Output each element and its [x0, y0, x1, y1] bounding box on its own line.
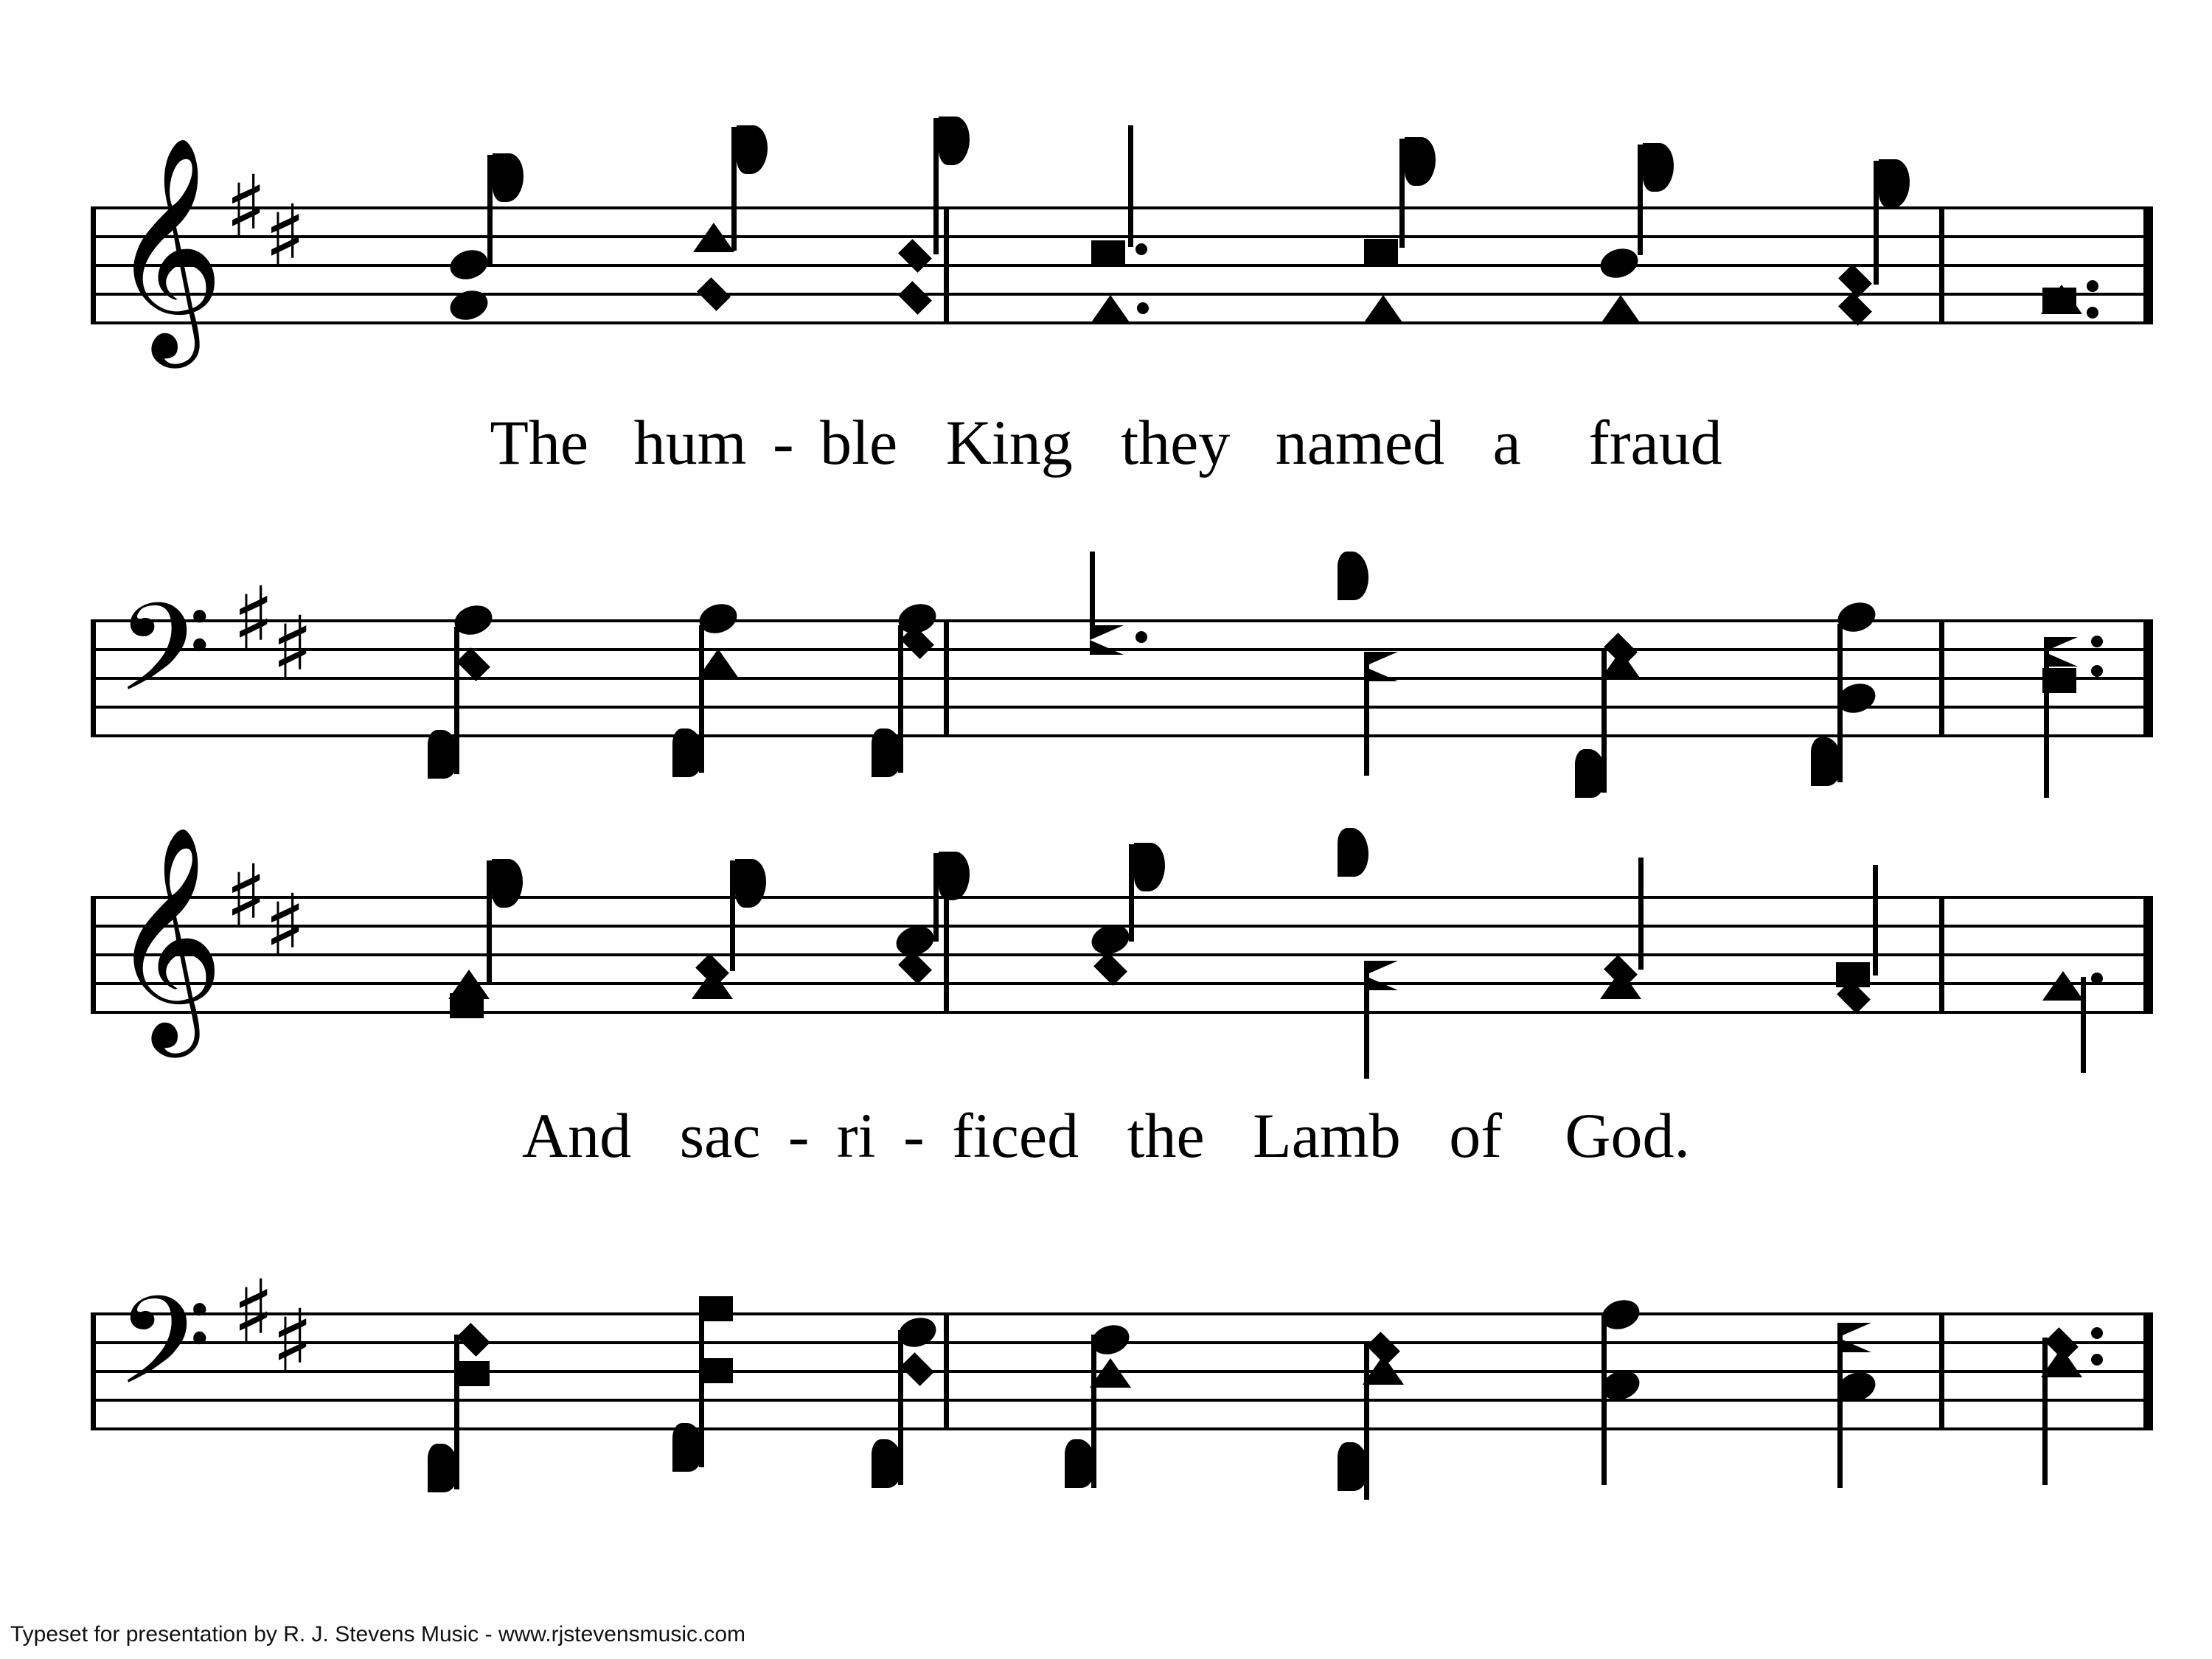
key-sharp-2: ♯: [271, 1290, 314, 1392]
typeset-credit: Typeset for presentation by R. J. Stevens Music - www.rjstevensmusic.com: [10, 1622, 746, 1646]
staff-line: [96, 206, 2153, 209]
lyric-syllable: ble: [820, 407, 898, 478]
notehead: [1364, 239, 1398, 264]
note-stem: [487, 860, 492, 984]
note-stem: [1364, 967, 1369, 1079]
treble-clef-icon: 𝄞: [111, 825, 224, 1048]
barline-middle: [944, 619, 949, 737]
notehead: [1090, 625, 1124, 655]
staff-line: [96, 1011, 2153, 1014]
lyric-syllable: And: [521, 1100, 632, 1171]
note-stem: [933, 853, 939, 942]
barline-middle: [944, 896, 949, 1014]
notehead: [1596, 244, 1641, 282]
barline-measure: [1939, 206, 1944, 324]
eighth-flag-icon: [735, 859, 766, 908]
notehead: [900, 1352, 934, 1386]
notehead: [456, 1323, 490, 1357]
staff-line: [96, 235, 2153, 238]
barline-measure: [1939, 896, 1944, 1014]
note-stem: [933, 118, 939, 254]
lyric-syllable: ficed: [952, 1100, 1079, 1171]
lyric-syllable: God.: [1565, 1100, 1691, 1171]
key-sharp-1: ♯: [225, 846, 268, 947]
lyric-syllable: The: [490, 407, 589, 478]
barline-start: [91, 896, 96, 1014]
key-sharp-1: ♯: [232, 568, 275, 669]
notehead: [693, 223, 734, 252]
eighth-flag-icon: [1338, 552, 1368, 600]
augmentation-dot: [2091, 1327, 2103, 1339]
eighth-flag-icon: [1879, 159, 1910, 208]
notehead: [898, 239, 932, 273]
note-stem: [1399, 139, 1405, 248]
augmentation-dot: [2091, 973, 2103, 984]
staff-line: [96, 648, 2153, 651]
notehead: [692, 970, 733, 999]
notehead: [1090, 295, 1131, 324]
augmentation-dot: [2091, 1354, 2103, 1366]
lyric-syllable: ri: [837, 1100, 876, 1171]
barline-end: [2143, 206, 2153, 324]
notehead: [446, 286, 491, 324]
augmentation-dot: [2087, 280, 2098, 292]
augmentation-dot: [2091, 636, 2103, 647]
notehead: [898, 281, 932, 315]
barline-end: [2143, 896, 2153, 1014]
lyric-hyphen: -: [903, 1100, 925, 1171]
lyrics-line-1: [0, 406, 2212, 479]
eighth-flag-icon: [492, 859, 523, 908]
note-stem: [1090, 552, 1095, 625]
note-stem: [2044, 643, 2049, 798]
key-sharp-1: ♯: [232, 1261, 275, 1363]
augmentation-dot: [1135, 243, 1147, 255]
note-stem: [731, 127, 737, 251]
lyric-syllable: of: [1449, 1100, 1502, 1171]
note-stem: [1364, 658, 1369, 776]
barline-end: [2143, 619, 2153, 737]
staff-line: [96, 1312, 2153, 1315]
system-1-bass-staff: [96, 568, 2153, 749]
system-2-treble-staff: [96, 825, 2153, 1048]
treble-clef-icon: 𝄞: [111, 136, 224, 358]
barline-end: [2143, 1312, 2153, 1430]
note-stem: [1837, 1332, 1843, 1488]
staff-line: [96, 734, 2153, 737]
key-sharp-2: ♯: [271, 597, 314, 699]
notehead: [697, 277, 731, 311]
bass-clef-icon: 𝄢: [116, 577, 212, 749]
staff-line: [96, 953, 2153, 956]
lyric-syllable: the: [1127, 1100, 1205, 1171]
notehead: [2042, 971, 2084, 1001]
eighth-flag-icon: [1643, 143, 1674, 192]
note-stem: [487, 155, 493, 265]
note-stem: [1129, 844, 1134, 942]
lyric-syllable: hum: [633, 407, 747, 478]
bass-clef-icon: 𝄢: [116, 1270, 212, 1442]
staff-line: [96, 896, 2153, 899]
notehead: [1363, 295, 1404, 324]
lyric-syllable: named: [1275, 407, 1445, 478]
note-stem: [1638, 858, 1644, 970]
key-sharp-2: ♯: [264, 875, 307, 977]
barline-middle: [944, 1312, 949, 1430]
system-2-bass-staff: [96, 1261, 2153, 1442]
note-stem: [2081, 977, 2086, 1073]
barline-measure: [1939, 619, 1944, 737]
eighth-flag-icon: [493, 153, 524, 202]
notehead: [1093, 952, 1127, 986]
staff-line: [96, 677, 2153, 680]
note-stem: [1638, 145, 1643, 255]
system-1-treble-staff: [96, 136, 2153, 358]
key-sharp-2: ♯: [264, 186, 307, 288]
augmentation-dot: [2091, 665, 2103, 677]
note-stem: [2042, 1338, 2048, 1485]
lyric-hyphen: -: [772, 407, 794, 478]
notehead: [1600, 970, 1641, 999]
eighth-flag-icon: [1338, 828, 1368, 877]
barline-start: [91, 619, 96, 737]
barline-measure: [1939, 1312, 1944, 1430]
lyric-syllable: a: [1492, 407, 1521, 478]
notehead: [2041, 285, 2082, 314]
eighth-flag-icon: [737, 125, 768, 174]
barline-start: [91, 1312, 96, 1430]
notehead: [1091, 240, 1125, 265]
note-stem: [1874, 161, 1879, 285]
key-sharp-1: ♯: [225, 156, 268, 258]
augmentation-dot: [2087, 307, 2098, 319]
barline-middle: [944, 206, 949, 324]
lyric-syllable: King: [945, 407, 1073, 478]
augmentation-dot: [1137, 302, 1149, 314]
notehead: [450, 993, 484, 1018]
note-stem: [1873, 865, 1878, 975]
lyrics-line-2: [0, 1099, 2212, 1172]
notehead: [456, 1361, 490, 1386]
lyric-hyphen: -: [787, 1100, 810, 1171]
eighth-flag-icon: [1405, 137, 1436, 186]
lyric-syllable: Lamb: [1253, 1100, 1401, 1171]
lyric-syllable: they: [1121, 407, 1231, 478]
notehead: [446, 246, 491, 284]
eighth-flag-icon: [1134, 843, 1165, 891]
lyric-syllable: sac: [679, 1100, 761, 1171]
note-stem: [1601, 1315, 1607, 1485]
notehead: [1600, 295, 1641, 324]
augmentation-dot: [1135, 631, 1147, 643]
eighth-flag-icon: [939, 116, 970, 165]
eighth-flag-icon: [939, 852, 970, 900]
note-stem: [730, 860, 735, 971]
staff-line: [96, 1427, 2153, 1430]
lyric-syllable: fraud: [1588, 407, 1722, 478]
barline-start: [91, 206, 96, 324]
note-stem: [1128, 125, 1133, 247]
